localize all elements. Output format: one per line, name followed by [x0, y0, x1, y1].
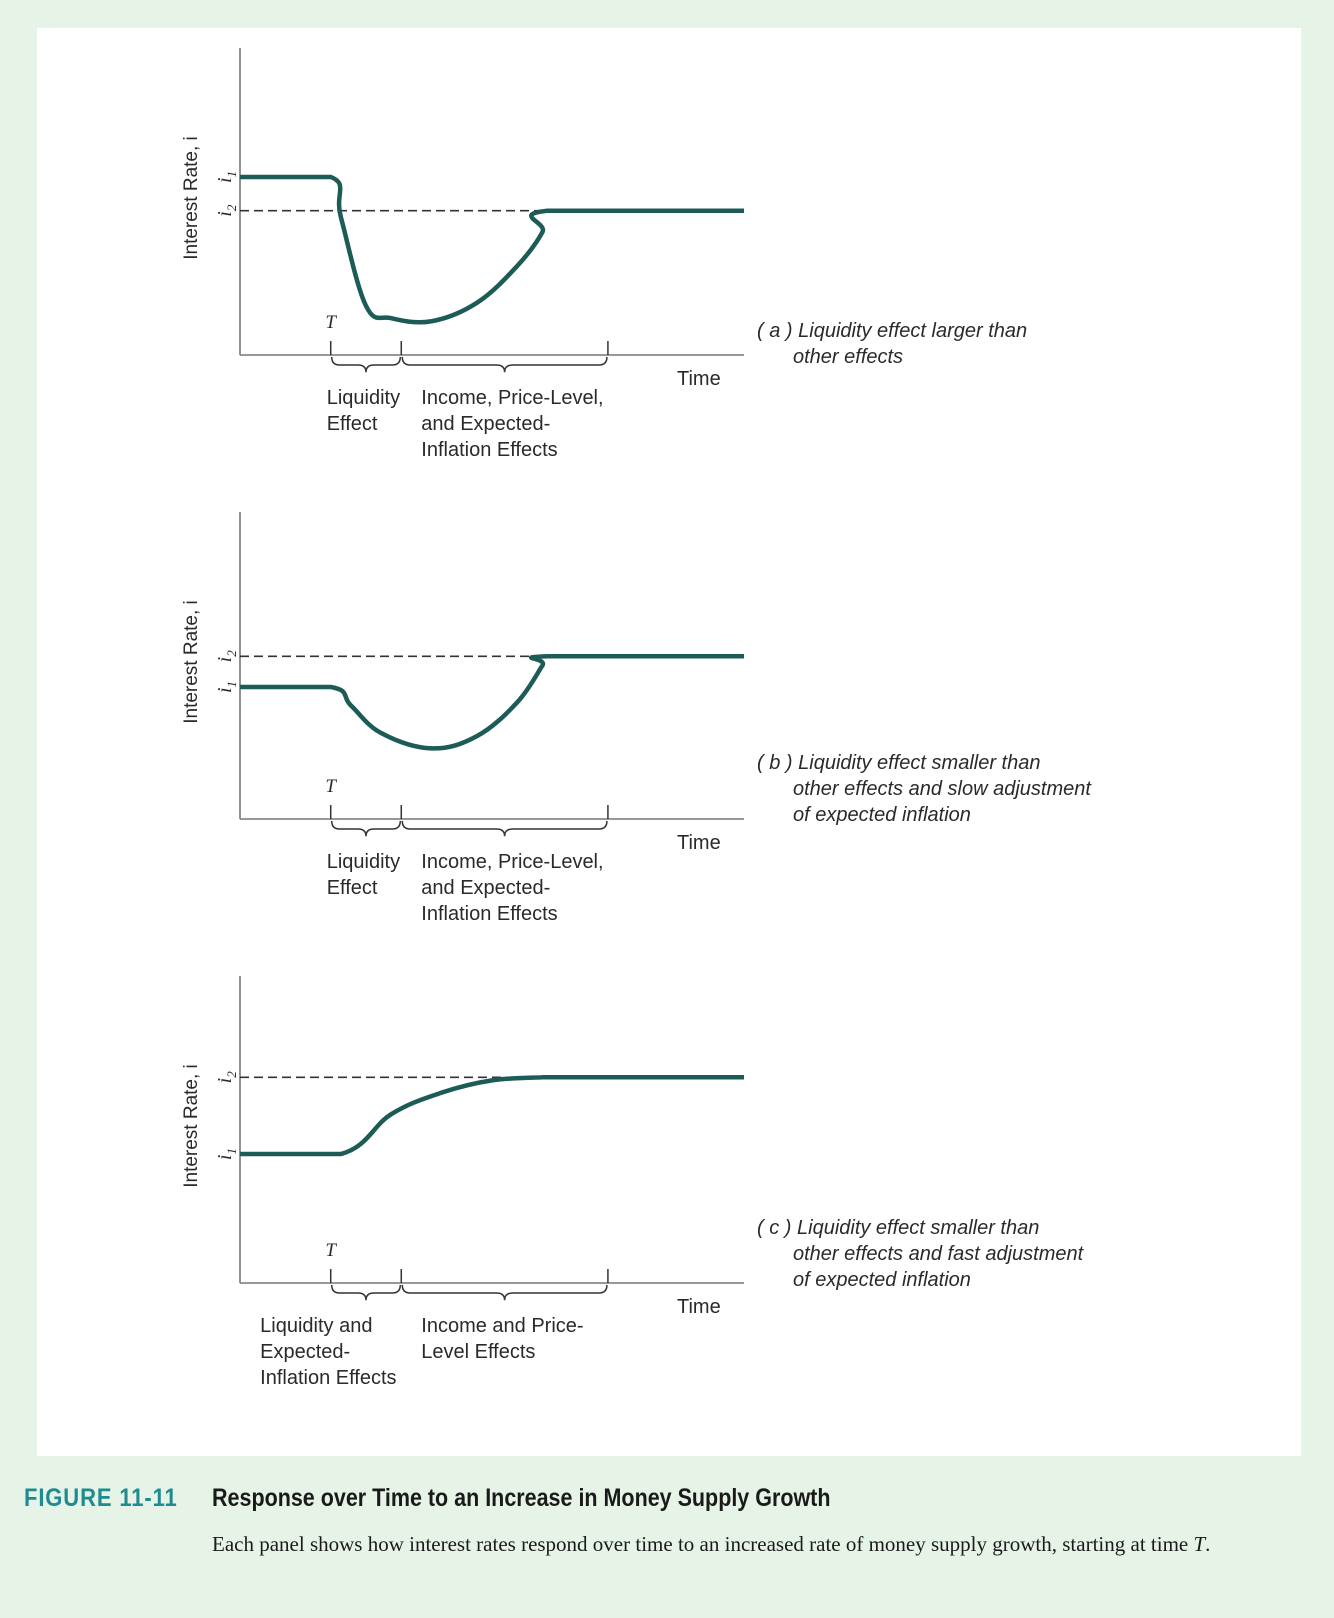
effect-label-line: Income and Price- [421, 1315, 584, 1337]
y-axis-label: Interest Rate, i [181, 1064, 202, 1188]
effect-label-1 [421, 1315, 583, 1363]
panel-caption-letter: b [769, 752, 781, 774]
effect-label-line: Inflation Effects [421, 439, 558, 461]
effect-label-0 [260, 1315, 396, 1389]
y-axis-label: Interest Rate, i [181, 600, 202, 724]
time-marker-T: T [325, 776, 337, 797]
panel-caption-letter-close: ) [779, 1217, 797, 1239]
panel-caption-line: other effects [793, 346, 904, 368]
panel-caption-letter-close: ) [780, 752, 799, 774]
effect-label-line: Inflation Effects [260, 1367, 397, 1389]
panel-caption-b [757, 752, 1092, 826]
charts-canvas [37, 28, 1301, 1456]
interest-rate-curve [240, 656, 744, 748]
figure-title: Response over Time to an Increase in Money Supply Growth [212, 1484, 831, 1512]
caption-end: . [1205, 1532, 1211, 1556]
effect-label-1 [421, 387, 603, 461]
effect-brace-0 [332, 821, 401, 836]
effect-label-line: Effect [326, 877, 378, 899]
panel-caption-c [757, 1217, 1085, 1291]
y-tick-i2: $i_2$ [214, 1071, 239, 1084]
caption-text: Each panel shows how interest rates respond over time to an increased rate of money supply growth, starting at time [212, 1532, 1194, 1556]
effect-label-line: Liquidity and [260, 1315, 373, 1337]
y-tick-i1: $i_1$ [214, 1148, 239, 1161]
x-axis-label: Time [677, 832, 721, 854]
y-tick-sub-1: 1 [224, 1148, 239, 1155]
effect-brace-0 [332, 1285, 401, 1300]
x-axis-label: Time [677, 368, 721, 390]
panel-caption-line: other effects and fast adjustment [793, 1243, 1084, 1265]
interest-rate-curve [240, 177, 744, 322]
y-tick-i1: $i_1$ [214, 680, 239, 694]
panel-caption-line: other effects and slow adjustment [793, 778, 1091, 800]
panel-caption-a [757, 320, 1027, 368]
effect-label-line: and Expected- [421, 413, 551, 435]
y-tick-sub-2: 2 [224, 650, 239, 657]
panel-caption-letter-open: ( [757, 1217, 770, 1239]
effect-brace-1 [402, 1285, 607, 1300]
figure-label: FIGURE 11-11 [24, 1484, 178, 1512]
effect-brace-1 [402, 357, 607, 372]
y-tick-sub-1: 1 [224, 680, 239, 688]
y-tick-sub-2: 2 [224, 1071, 239, 1078]
y-tick-sub-1: 1 [224, 170, 239, 178]
effect-label-line: Expected- [260, 1341, 351, 1363]
panel-caption-letter-close: ) [780, 320, 799, 342]
effect-label-0 [327, 387, 400, 435]
panel-caption-letter: c [769, 1217, 780, 1239]
effect-label-line: and Expected- [421, 877, 551, 899]
effect-brace-1 [402, 821, 607, 836]
panel-caption-line: of expected inflation [793, 804, 971, 826]
effect-label-line: Liquidity [326, 851, 401, 873]
panel-caption-line: Liquidity effect larger than [798, 320, 1028, 342]
time-marker-T: T [325, 312, 337, 333]
effect-label-line: Income, Price-Level, [421, 851, 604, 873]
panel-caption-line: of expected inflation [793, 1269, 971, 1291]
panel-caption-letter-open: ( [757, 320, 770, 342]
panel-caption-letter: a [769, 320, 781, 342]
time-marker-T: T [325, 1240, 337, 1261]
effect-brace-0 [332, 357, 401, 372]
effect-label-line: Effect [326, 413, 378, 435]
effect-label-1 [421, 851, 603, 925]
effect-label-line: Income, Price-Level, [421, 387, 604, 409]
figure-description [212, 1530, 1222, 1558]
figure-panel [37, 28, 1301, 1456]
effect-label-line: Inflation Effects [421, 903, 558, 925]
y-tick-i2: $i_2$ [214, 204, 239, 217]
chart-panel-c [181, 976, 1085, 1389]
x-axis-label: Time [677, 1296, 721, 1318]
y-tick-i1: $i_1$ [214, 170, 239, 183]
chart-panel-b [181, 512, 1092, 925]
panel-caption-letter-open: ( [757, 752, 770, 774]
caption-time-mark: T [1193, 1532, 1206, 1556]
panel-caption-line: Liquidity effect smaller than [798, 752, 1041, 774]
effect-label-line: Liquidity [326, 387, 401, 409]
y-tick-i2: $i_2$ [214, 650, 239, 663]
effect-label-0 [327, 851, 400, 899]
y-axis-label: Interest Rate, i [181, 136, 202, 260]
y-tick-sub-2: 2 [224, 204, 239, 212]
panel-caption-line: Liquidity effect smaller than [797, 1217, 1040, 1239]
chart-panel-a [181, 48, 1027, 461]
effect-label-line: Level Effects [421, 1341, 536, 1363]
interest-rate-curve [240, 1077, 744, 1154]
